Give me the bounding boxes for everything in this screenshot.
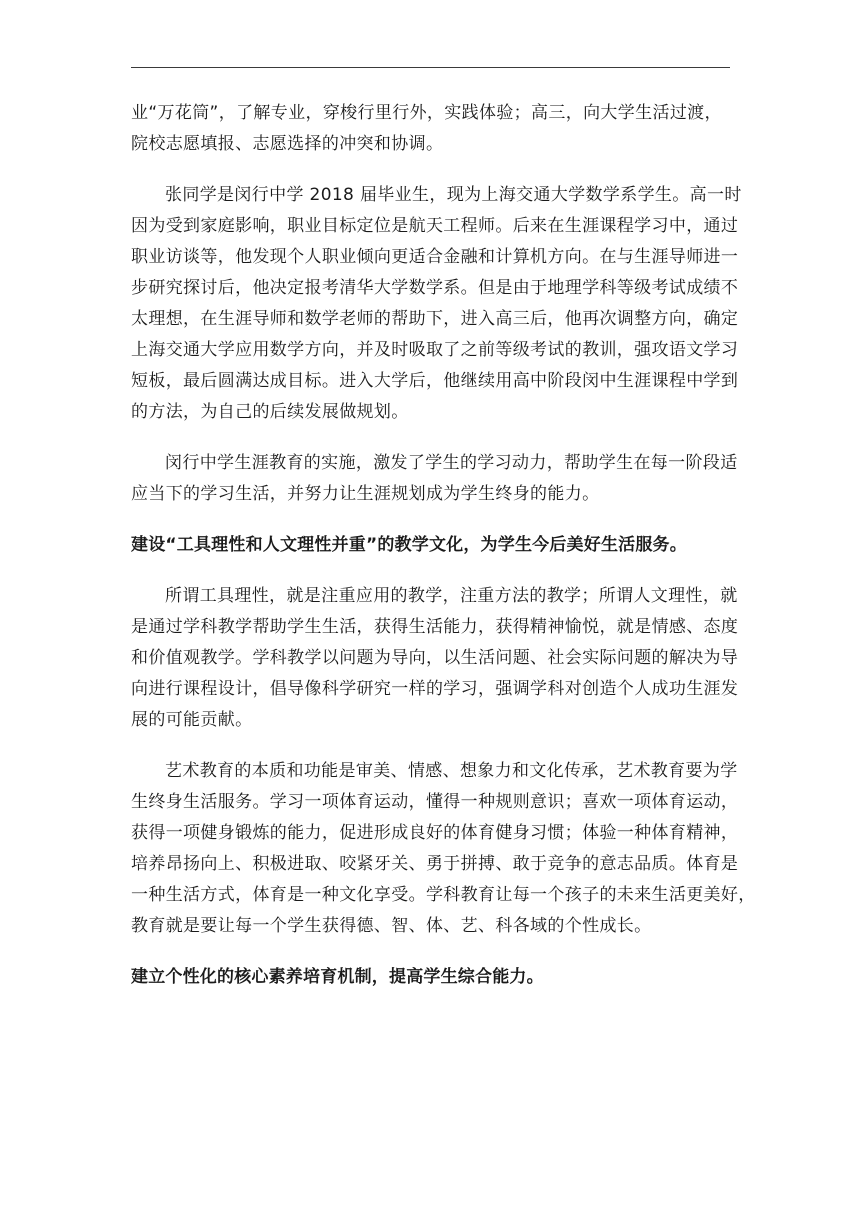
text-line: 一种生活方式，体育是一种文化享受。学科教育让每一个孩子的未来生活更美好， [131, 885, 756, 905]
text-line: 的方法，为自己的后续发展做规划。 [131, 402, 409, 422]
text-line: 生终身生活服务。学习一项体育运动，懂得一种规则意识；喜欢一项体育运动， [131, 792, 739, 812]
text-line: 步研究探讨后，他决定报考清华大学数学系。但是由于地理学科等级考试成绩不 [131, 278, 739, 298]
text-line: 和价值观教学。学科教学以问题为导向，以生活问题、社会实际问题的解决为导 [131, 648, 739, 668]
text-line: 太理想，在生涯导师和数学老师的帮助下，进入高三后，他再次调整方向，确定 [131, 309, 739, 329]
text-line: 应当下的学习生活，并努力让生涯规划成为学生终身的能力。 [131, 484, 600, 504]
text-line: 向进行课程设计，倡导像科学研究一样的学习，强调学科对创造个人成功生涯发 [131, 679, 739, 699]
header-rule [131, 67, 730, 68]
section-heading [131, 962, 731, 993]
text-line: 所谓工具理性，就是注重应用的教学，注重方法的教学；所谓人文理性，就 [165, 586, 738, 606]
summary-paragraph [131, 448, 738, 510]
heading-text: 建设“工具理性和人文理性并重”的教学文化，为学生今后美好生活服务。 [131, 535, 687, 555]
text-line: 获得一项健身锻炼的能力，促进形成良好的体育健身习惯；体验一种体育精神， [131, 823, 739, 843]
text-line: 业“万花筒”，了解专业，穿梭行里行外，实践体验；高三，向大学生活过渡， [131, 103, 722, 123]
rationality-paragraph [131, 581, 739, 736]
document-body [131, 98, 756, 1013]
text-line: 闵行中学生涯教育的实施，激发了学生的学习动力，帮助学生在每一阶段适 [165, 453, 738, 473]
arts-paragraph [131, 756, 756, 942]
text-line: 上海交通大学应用数学方向，并及时吸取了之前等级考试的教训，强攻语文学习 [131, 340, 739, 360]
text-line: 展的可能贡献。 [131, 710, 253, 730]
intro-paragraph [131, 98, 731, 160]
section-heading [131, 530, 731, 561]
text-line: 院校志愿填报、志愿选择的冲突和协调。 [131, 134, 444, 154]
heading-text: 建立个性化的核心素养培育机制，提高学生综合能力。 [131, 967, 544, 987]
text-line: 艺术教育的本质和功能是审美、情感、想象力和文化传承，艺术教育要为学 [165, 761, 738, 781]
text-line: 张同学是闵行中学 2018 届毕业生，现为上海交通大学数学系学生。高一时 [165, 185, 742, 205]
case-paragraph [131, 180, 742, 428]
text-line: 培养昂扬向上、积极进取、咬紧牙关、勇于拼搏、敢于竞争的意志品质。体育是 [131, 854, 739, 874]
text-line: 职业访谈等，他发现个人职业倾向更适合金融和计算机方向。在与生涯导师进一 [131, 247, 739, 267]
text-line: 教育就是要让每一个学生获得德、智、体、艺、科各域的个性成长。 [131, 916, 652, 936]
text-line: 因为受到家庭影响，职业目标定位是航天工程师。后来在生涯课程学习中，通过 [131, 216, 739, 236]
text-line: 短板，最后圆满达成目标。进入大学后，他继续用高中阶段闵中生涯课程中学到 [131, 371, 739, 391]
text-line: 是通过学科教学帮助学生生活，获得生活能力，获得精神愉悦，就是情感、态度 [131, 617, 739, 637]
